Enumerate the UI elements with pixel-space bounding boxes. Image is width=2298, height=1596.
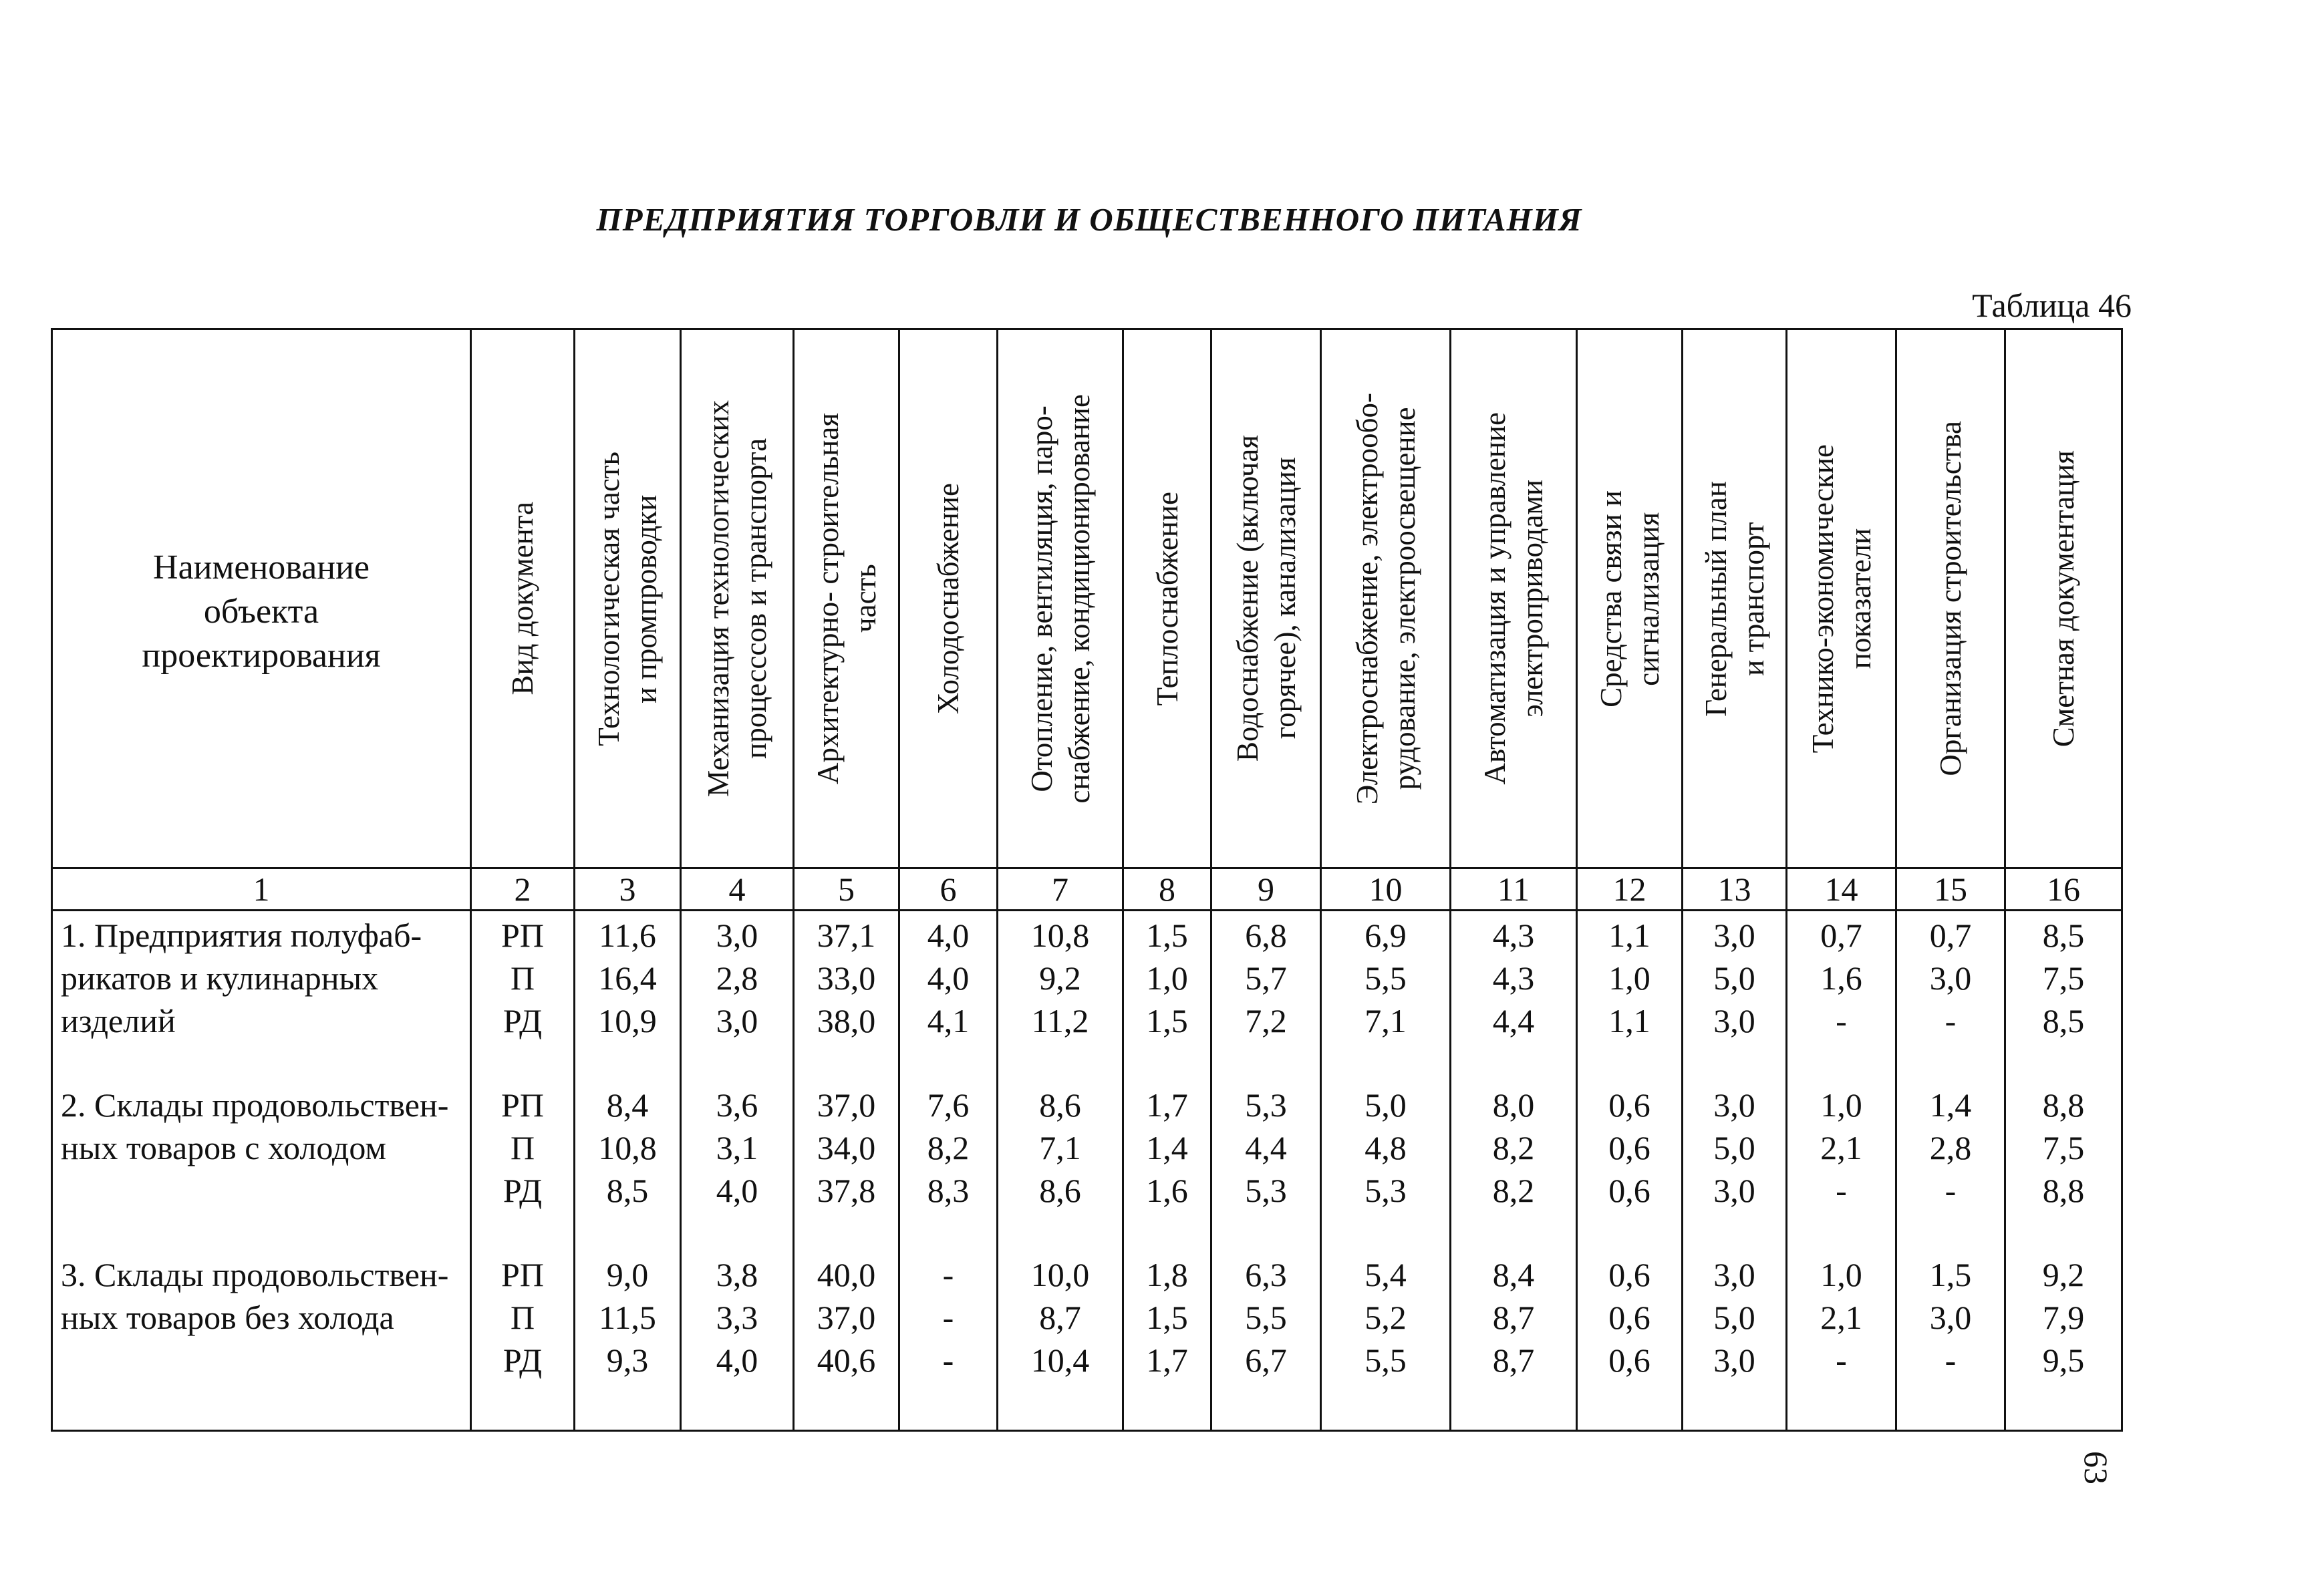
doc-type: РП <box>501 1256 544 1293</box>
value: 10,8 <box>1030 917 1090 954</box>
value: 3,0 <box>716 917 758 954</box>
object-name-cell <box>52 1253 471 1431</box>
header-col-7 <box>998 329 1123 868</box>
value: 3,6 <box>716 1086 758 1124</box>
value-cell <box>681 911 794 1043</box>
spacer-cell <box>1321 1212 1451 1253</box>
value: 1,5 <box>1146 1002 1188 1040</box>
value: 7,1 <box>1039 1129 1081 1166</box>
value: 37,0 <box>817 1299 876 1336</box>
value: 2,8 <box>716 959 758 997</box>
value: 16,4 <box>598 959 657 997</box>
value-cell <box>1896 1253 2005 1431</box>
spacer-cell <box>2005 1042 2122 1084</box>
spacer-cell <box>575 1212 681 1253</box>
table-row <box>52 1084 2122 1212</box>
value-cell <box>1683 1253 1787 1431</box>
value: 2,1 <box>1820 1299 1862 1336</box>
value-cell <box>1896 911 2005 1043</box>
value: 3,8 <box>716 1256 758 1293</box>
spacer-cell <box>471 1212 575 1253</box>
value: 5,2 <box>1365 1299 1407 1336</box>
value: 2,8 <box>1929 1129 1972 1166</box>
column-number: 10 <box>1321 868 1451 911</box>
object-name-cell <box>52 911 471 1043</box>
value-cell <box>1577 1084 1683 1212</box>
value-cell <box>794 1253 899 1431</box>
value-cell <box>1683 1084 1787 1212</box>
value: 37,0 <box>817 1086 876 1124</box>
value: - <box>942 1341 954 1379</box>
value: 1,5 <box>1929 1256 1972 1293</box>
value: 0,7 <box>1929 917 1972 954</box>
value: 4,8 <box>1365 1129 1407 1166</box>
value-cell <box>1683 911 1787 1043</box>
value: 40,0 <box>817 1256 876 1293</box>
header-row <box>52 329 2122 868</box>
value: 3,0 <box>1713 1172 1755 1209</box>
value: 8,0 <box>1492 1086 1535 1124</box>
value-cell <box>2005 911 2122 1043</box>
value: 1,6 <box>1820 959 1862 997</box>
header-col-3 <box>575 329 681 868</box>
value: 0,6 <box>1608 1299 1650 1336</box>
value: 6,9 <box>1365 917 1407 954</box>
spacer-cell <box>52 1212 471 1253</box>
value: - <box>1945 1002 1957 1040</box>
value-cell <box>1787 1253 1896 1431</box>
spacer-cell <box>1123 1212 1211 1253</box>
value: 5,0 <box>1713 1299 1755 1336</box>
spacer-cell <box>681 1042 794 1084</box>
value: 8,7 <box>1039 1299 1081 1336</box>
value: 6,7 <box>1245 1341 1287 1379</box>
value: 3,0 <box>1713 1256 1755 1293</box>
spacer-cell <box>1683 1212 1787 1253</box>
spacer-cell <box>1683 1042 1787 1084</box>
value: 7,2 <box>1245 1002 1287 1040</box>
value-cell <box>681 1084 794 1212</box>
value: - <box>942 1256 954 1293</box>
value: 8,2 <box>1492 1129 1535 1166</box>
spacer-cell <box>471 1042 575 1084</box>
value: - <box>1945 1172 1957 1209</box>
value: 1,1 <box>1608 917 1650 954</box>
value: 5,5 <box>1365 1341 1407 1379</box>
doc-type: РД <box>502 1341 543 1379</box>
value-cell <box>575 1084 681 1212</box>
value: 8,2 <box>1492 1172 1535 1209</box>
value-cell <box>998 911 1123 1043</box>
spacer-cell <box>1787 1042 1896 1084</box>
doc-type: РД <box>502 1002 543 1040</box>
value: 3,3 <box>716 1299 758 1336</box>
value-cell <box>998 1084 1123 1212</box>
header-col-8 <box>1123 329 1211 868</box>
spacer-cell <box>1787 1212 1896 1253</box>
value: 5,4 <box>1365 1256 1407 1293</box>
value-cell <box>681 1253 794 1431</box>
value-cell <box>1577 1253 1683 1431</box>
header-name-cell <box>52 329 471 868</box>
spacer-cell <box>794 1212 899 1253</box>
header-col-label: Автоматизация и управление электроприводами <box>1478 412 1549 785</box>
value: 5,7 <box>1245 959 1287 997</box>
header-name-label: Наименование объекта проектирования <box>142 548 381 675</box>
value-cell <box>1211 1253 1321 1431</box>
value: 4,3 <box>1492 917 1535 954</box>
value-cell <box>1451 1253 1577 1431</box>
value-cell <box>471 1253 575 1431</box>
table-row <box>52 1253 2122 1431</box>
value-cell <box>899 1253 998 1431</box>
header-col-label: Теплоснабжение <box>1150 491 1184 706</box>
column-number: 4 <box>681 868 794 911</box>
value: 7,1 <box>1365 1002 1407 1040</box>
value: 6,8 <box>1245 917 1287 954</box>
value: 1,5 <box>1146 917 1188 954</box>
value: 1,0 <box>1820 1256 1862 1293</box>
value-cell <box>1451 911 1577 1043</box>
value: 5,3 <box>1365 1172 1407 1209</box>
header-col-label: Водоснабжение (включая горячее), канализация <box>1230 435 1302 762</box>
header-col-label: Электроснабжение, электрообо- рудование, электроосвещение <box>1350 392 1421 805</box>
object-name: 3. Склады продовольствен- ных товаров без холода <box>61 1256 449 1336</box>
header-col-label: Вид документа <box>506 502 539 695</box>
value-cell <box>1321 911 1451 1043</box>
value: - <box>1836 1002 1847 1040</box>
spacer-cell <box>1577 1042 1683 1084</box>
value: 37,1 <box>817 917 876 954</box>
value: 8,6 <box>1039 1172 1081 1209</box>
value: 3,0 <box>1929 959 1972 997</box>
value: 11,5 <box>599 1299 656 1336</box>
value: 38,0 <box>817 1002 876 1040</box>
value: 5,5 <box>1245 1299 1287 1336</box>
column-number: 3 <box>575 868 681 911</box>
value: 2,1 <box>1820 1129 1862 1166</box>
value: 8,3 <box>927 1172 970 1209</box>
column-number: 5 <box>794 868 899 911</box>
value: 9,0 <box>606 1256 649 1293</box>
header-col-label: Организация строительства <box>1934 421 1967 776</box>
value-cell <box>1577 911 1683 1043</box>
header-col-11 <box>1451 329 1577 868</box>
value-cell <box>1123 1253 1211 1431</box>
value-cell <box>2005 1084 2122 1212</box>
value: 3,0 <box>1713 917 1755 954</box>
table-row <box>52 911 2122 1043</box>
value: 1,7 <box>1146 1086 1188 1124</box>
value: 1,4 <box>1146 1129 1188 1166</box>
header-col-label: Средства связи и сигнализация <box>1594 490 1665 707</box>
value: 5,0 <box>1713 1129 1755 1166</box>
value-cell <box>1321 1253 1451 1431</box>
value: 3,0 <box>1713 1002 1755 1040</box>
page-title: ПРЕДПРИЯТИЯ ТОРГОВЛИ И ОБЩЕСТВЕННОГО ПИТАНИЯ <box>596 201 1582 238</box>
value-cell <box>1211 1084 1321 1212</box>
object-name-cell <box>52 1084 471 1212</box>
value: 1,6 <box>1146 1172 1188 1209</box>
page-number: 63 <box>2077 1451 2115 1484</box>
header-col-2 <box>471 329 575 868</box>
value: 37,8 <box>817 1172 876 1209</box>
value: 9,2 <box>1039 959 1081 997</box>
value: 7,5 <box>2042 1129 2085 1166</box>
value-cell <box>1896 1084 2005 1212</box>
value: 6,3 <box>1245 1256 1287 1293</box>
column-number: 11 <box>1451 868 1577 911</box>
value: 8,2 <box>927 1129 970 1166</box>
value: 8,5 <box>2042 1002 2085 1040</box>
header-col-label: Отопление, вентиляция, паро- снабжение, кондиционирование <box>1024 393 1096 804</box>
value: 1,0 <box>1608 959 1650 997</box>
value: 8,4 <box>606 1086 649 1124</box>
value: 34,0 <box>817 1129 876 1166</box>
value: 3,0 <box>1929 1299 1972 1336</box>
spacer-cell <box>1211 1042 1321 1084</box>
row-spacer <box>52 1212 2122 1253</box>
column-number: 13 <box>1683 868 1787 911</box>
value: 5,3 <box>1245 1172 1287 1209</box>
value: 7,9 <box>2042 1299 2085 1336</box>
header-col-10 <box>1321 329 1451 868</box>
value-cell <box>471 911 575 1043</box>
value: 0,6 <box>1608 1341 1650 1379</box>
header-col-9 <box>1211 329 1321 868</box>
spacer-cell <box>1577 1212 1683 1253</box>
value: 1,0 <box>1146 959 1188 997</box>
spacer-cell <box>1321 1042 1451 1084</box>
value: 4,4 <box>1492 1002 1535 1040</box>
header-col-15 <box>1896 329 2005 868</box>
value: 0,6 <box>1608 1256 1650 1293</box>
value: 4,3 <box>1492 959 1535 997</box>
value: 3,0 <box>716 1002 758 1040</box>
value-cell <box>1123 1084 1211 1212</box>
value: 8,6 <box>1039 1086 1081 1124</box>
value: 10,0 <box>1030 1256 1090 1293</box>
spacer-cell <box>1896 1212 2005 1253</box>
value: - <box>1945 1341 1957 1379</box>
table-label: Таблица 46 <box>1972 287 2132 324</box>
value-cell <box>794 1084 899 1212</box>
doc-type: П <box>510 959 535 997</box>
doc-type: РП <box>501 1086 544 1124</box>
value: 5,5 <box>1365 959 1407 997</box>
column-number-row <box>52 868 2122 911</box>
object-name: 1. Предприятия полуфаб- рикатов и кулинарных изделий <box>61 917 422 1040</box>
header-col-16 <box>2005 329 2122 868</box>
value: 0,6 <box>1608 1086 1650 1124</box>
value-cell <box>1787 1084 1896 1212</box>
header-col-14 <box>1787 329 1896 868</box>
value: 1,8 <box>1146 1256 1188 1293</box>
value: 3,1 <box>716 1129 758 1166</box>
column-number: 15 <box>1896 868 2005 911</box>
header-col-5 <box>794 329 899 868</box>
header-col-label: Генеральный план и транспорт <box>1699 480 1770 717</box>
doc-type: РП <box>501 917 544 954</box>
value: 3,0 <box>1713 1341 1755 1379</box>
column-number: 9 <box>1211 868 1321 911</box>
header-col-label: Механизация технологических процесссов и транспорта <box>702 400 772 797</box>
header-col-4 <box>681 329 794 868</box>
spacer-cell <box>2005 1212 2122 1253</box>
value-cell <box>1123 911 1211 1043</box>
value: 1,1 <box>1608 1002 1650 1040</box>
spacer-cell <box>52 1042 471 1084</box>
value: 8,4 <box>1492 1256 1535 1293</box>
value-cell <box>899 1084 998 1212</box>
value-cell <box>1321 1084 1451 1212</box>
value-cell <box>1787 911 1896 1043</box>
header-col-13 <box>1683 329 1787 868</box>
value: 9,3 <box>606 1341 649 1379</box>
column-number: 14 <box>1787 868 1896 911</box>
header-col-label: Холодоснабжение <box>931 482 965 715</box>
column-number: 1 <box>52 868 471 911</box>
value: 8,7 <box>1492 1341 1535 1379</box>
value: 11,2 <box>1031 1002 1089 1040</box>
value: 1,5 <box>1146 1299 1188 1336</box>
column-number: 7 <box>998 868 1123 911</box>
value: 8,8 <box>2042 1086 2085 1124</box>
column-number: 2 <box>471 868 575 911</box>
value: 33,0 <box>817 959 876 997</box>
value: 8,7 <box>1492 1299 1535 1336</box>
value-cell <box>1451 1084 1577 1212</box>
value: 8,5 <box>2042 917 2085 954</box>
value: 5,0 <box>1365 1086 1407 1124</box>
doc-type: РД <box>502 1172 543 1209</box>
value: - <box>1836 1172 1847 1209</box>
value: - <box>1836 1341 1847 1379</box>
spacer-cell <box>998 1042 1123 1084</box>
value-cell <box>899 911 998 1043</box>
value: 5,0 <box>1713 959 1755 997</box>
value: - <box>942 1299 954 1336</box>
value: 4,0 <box>716 1172 758 1209</box>
header-col-label: Сметная документация <box>2047 450 2080 748</box>
value: 4,0 <box>927 959 970 997</box>
doc-type: П <box>510 1129 535 1166</box>
data-table <box>51 328 2123 1432</box>
spacer-cell <box>575 1042 681 1084</box>
spacer-cell <box>1451 1212 1577 1253</box>
value: 0,6 <box>1608 1172 1650 1209</box>
value: 10,8 <box>598 1129 657 1166</box>
spacer-cell <box>1896 1042 2005 1084</box>
value-cell <box>2005 1253 2122 1431</box>
value: 11,6 <box>599 917 656 954</box>
spacer-cell <box>1211 1212 1321 1253</box>
value: 4,1 <box>927 1002 970 1040</box>
value: 10,9 <box>598 1002 657 1040</box>
value-cell <box>575 1253 681 1431</box>
spacer-cell <box>1123 1042 1211 1084</box>
value: 7,5 <box>2042 959 2085 997</box>
spacer-cell <box>998 1212 1123 1253</box>
value: 4,0 <box>927 917 970 954</box>
header-col-label: Архитектурно- строительная часть <box>811 412 882 785</box>
object-name: 2. Склады продовольствен- ных товаров с холодом <box>61 1086 449 1166</box>
column-number: 16 <box>2005 868 2122 911</box>
value-cell <box>575 911 681 1043</box>
value: 1,7 <box>1146 1341 1188 1379</box>
header-col-6 <box>899 329 998 868</box>
value: 5,3 <box>1245 1086 1287 1124</box>
value: 3,0 <box>1713 1086 1755 1124</box>
value: 1,0 <box>1820 1086 1862 1124</box>
value: 10,4 <box>1030 1341 1090 1379</box>
column-number: 8 <box>1123 868 1211 911</box>
column-number: 12 <box>1577 868 1683 911</box>
value: 4,0 <box>716 1341 758 1379</box>
value: 7,6 <box>927 1086 970 1124</box>
value: 0,7 <box>1820 917 1862 954</box>
header-col-label: Технологическая часть и промпроводки <box>592 451 663 746</box>
value: 4,4 <box>1245 1129 1287 1166</box>
row-spacer <box>52 1042 2122 1084</box>
value-cell <box>471 1084 575 1212</box>
value: 9,5 <box>2042 1341 2085 1379</box>
value-cell <box>1211 911 1321 1043</box>
value: 8,8 <box>2042 1172 2085 1209</box>
spacer-cell <box>899 1212 998 1253</box>
spacer-cell <box>899 1042 998 1084</box>
spacer-cell <box>681 1212 794 1253</box>
column-number: 6 <box>899 868 998 911</box>
doc-type: П <box>510 1299 535 1336</box>
value: 0,6 <box>1608 1129 1650 1166</box>
value: 1,4 <box>1929 1086 1972 1124</box>
spacer-cell <box>1451 1042 1577 1084</box>
spacer-cell <box>794 1042 899 1084</box>
value-cell <box>794 911 899 1043</box>
value: 40,6 <box>817 1341 876 1379</box>
header-col-label: Технико-экономические показатели <box>1806 444 1877 754</box>
value-cell <box>998 1253 1123 1431</box>
value: 9,2 <box>2042 1256 2085 1293</box>
value: 8,5 <box>606 1172 649 1209</box>
header-col-12 <box>1577 329 1683 868</box>
